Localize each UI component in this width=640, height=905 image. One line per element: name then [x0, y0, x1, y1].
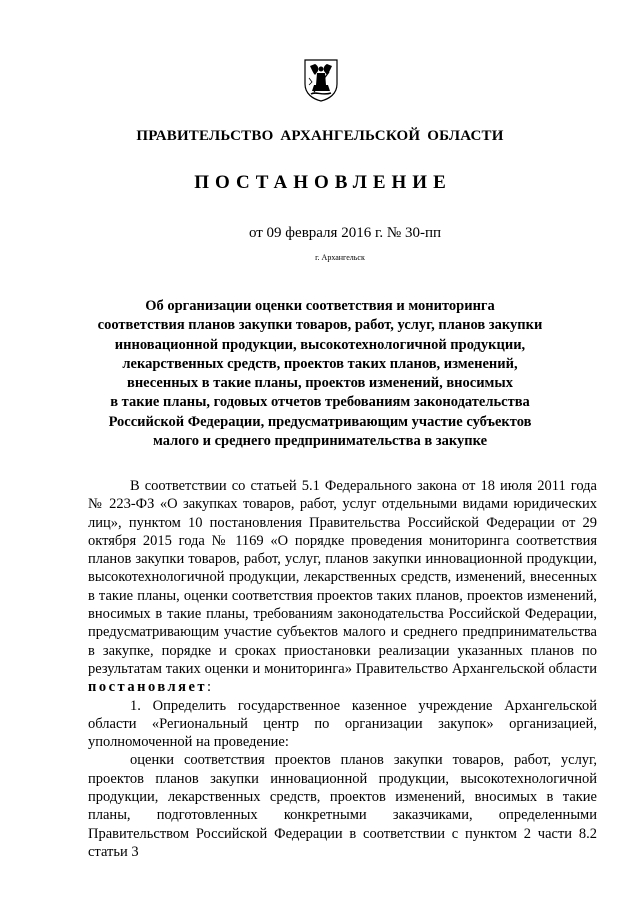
preamble-text: В соответствии со статьей 5.1 Федерального закона от 18 июля 2011 года № 223-ФЗ «О закупках товаров, работ, услуг отдельными видами юридических лиц», пунктом 10 постановления Правительства Российской Федерации от 29 октября 2015 года № 1169 «О порядке проведения мониторинга соответствия планов закупки товаров, работ, услуг, планов закупки инновационной продукции, высокотехнологичной продукции, лекарственных средств, изменений, внесенных в такие планы, оценки соответствия проектов таких планов, проектов изменений, вносимых в такие планы, требованиям законодательства Российской Федерации, предусматривающим участие субъектов малого и среднего предпринимательства в закупке, порядке и сроках приостановки реализации указанных планов по результатам таких оценки и мониторинга» Правительство Архангельской области [88, 478, 597, 677]
title-line: Об организации оценки соответствия и мониторинга [145, 298, 495, 314]
title-line: Российской Федерации, предусматривающим участие субъектов [108, 413, 532, 430]
clause-1-paragraph: 1. Определить государственное казенное учреждение Архангельской области «Региональный центр по организации закупок» организацией, уполномоченной на проведение: [88, 697, 597, 751]
title-line: соответствия планов закупки товаров, работ, услуг, планов закупки [97, 317, 543, 334]
organization-name: ПРАВИТЕЛЬСТВО АРХАНГЕЛЬСКОЙ ОБЛАСТИ [136, 128, 504, 144]
title-line: внесенных в такие планы, проектов изменений, вносимых [127, 375, 513, 392]
title-line: в такие планы, годовых отчетов требованиям законодательства [110, 394, 530, 411]
clause-1-item-paragraph: оценки соответствия проектов планов закупки товаров, работ, услуг, проектов планов закупки инновационной продукции, высокотехнологичной продукции, лекарственных средств, проектов изменений, вносимых в такие планы, подготовленных конкретными заказчиками, определенными Правительством Российской Федерации в соответствии с пунктом 2 части 8.2 статьи 3 [88, 752, 597, 860]
title-line: малого и среднего предпринимательства в закупке [152, 433, 488, 450]
document-title [92, 297, 548, 451]
decree-word: постановляет [88, 679, 208, 696]
preamble-paragraph [88, 477, 597, 697]
document-type: ПОСТАНОВЛЕНИЕ [194, 172, 452, 193]
document-date-number: от 09 февраля 2016 г. № 30-пп [248, 225, 442, 241]
document-body [88, 477, 597, 861]
title-line: лекарственных средств, проектов таких планов, изменений, [122, 355, 518, 372]
decree-colon: : [207, 679, 212, 696]
arkhangelsk-coat-of-arms-icon [303, 58, 339, 102]
title-line: инновационной продукции, высокотехнологичной продукции, [114, 336, 526, 353]
document-city: г. Архангельск [315, 253, 365, 262]
